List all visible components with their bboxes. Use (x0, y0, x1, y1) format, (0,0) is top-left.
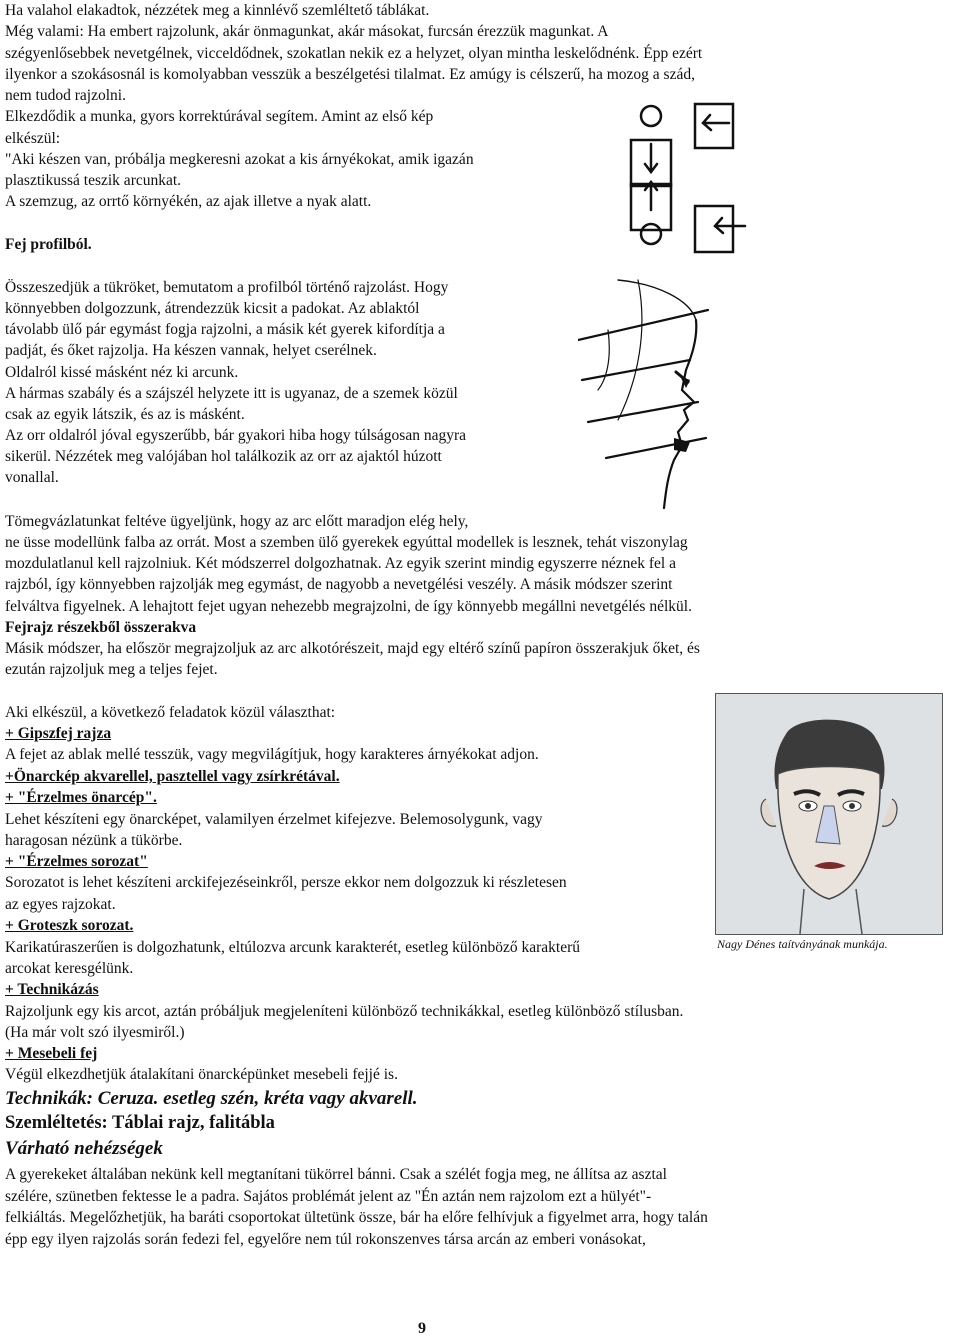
text-line: + Gipszfej rajza (5, 725, 112, 742)
text-line: Szemléltetés: Táblai rajz, falitábla (5, 1113, 275, 1133)
profile-sketch (578, 270, 718, 510)
arrow-left-mark (715, 218, 745, 233)
arrow-down-mark (645, 144, 657, 172)
circle-mark (641, 224, 661, 244)
text-line: + Technikázás (5, 981, 99, 998)
portrait-drawing (716, 694, 942, 934)
text-line: haragosan nézünk a tükörbe. (5, 832, 183, 849)
text-line: A szemzug, az orrtő környékén, az ajak illetve a nyak alatt. (5, 193, 372, 210)
text-line: épp egy ilyen rajzolás során fedezi fel, egyelőre nem túl rokonszenves társa arcán az emberi vonásokat, (5, 1231, 646, 1248)
text-line: távolabb ülő pár egymást fogja rajzolni, a másik két gyerek kifordítja a (5, 321, 445, 338)
text-line: Tömegvázlatunkat feltéve ügyeljünk, hogy az arc előtt maradjon elég hely, (5, 513, 469, 530)
student-portrait-photo (715, 693, 943, 935)
text-line: Ha valahol elakadtok, nézzétek meg a kinnlévő szemléltető táblákat. (5, 2, 430, 19)
text-line: Fej profilból. (5, 236, 92, 253)
text-line: Összeszedjük a tükröket, bemutatom a profilból történő rajzolást. Hogy (5, 279, 449, 296)
box-mark (695, 104, 733, 148)
text-line: Technikák: Ceruza. esetleg szén, kréta vagy akvarell. (5, 1088, 418, 1109)
text-line: Sorozatot is lehet készíteni arckifejezéseinkről, persze ekkor nem dolgozzuk ki részletesen (5, 874, 567, 891)
text-line: A hármas szabály és a szájszél helyzete itt is ugyanaz, de a szemek közül (5, 385, 458, 402)
text-line: felváltva figyelnek. A lehajtott fejet ugyan nehezebb megrajzolni, de így könnyebb megállni nevetgélés nélkül. (5, 598, 692, 615)
text-line: mozdulatlanul kell rajzolniuk. Két módszerrel dolgozhatnak. Az egyik szerint mindig egyszerre néznek fel a (5, 555, 676, 572)
text-line: A fejet az ablak mellé tesszük, vagy megvilágítjuk, hogy karakteres árnyékokat adjon. (5, 746, 539, 763)
text-line: plasztikussá teszik arcunkat. (5, 172, 182, 189)
text-line: padját, és őket rajzolja. Ha készen vannak, helyet cserélnek. (5, 342, 377, 359)
text-line: csak az egyik látszik, és az is másként. (5, 406, 245, 423)
text-line: Végül elkezdhetjük átalakítani önarcképünket mesebeli fejjé is. (5, 1066, 398, 1083)
arrow-up-mark (645, 182, 657, 210)
arrow-left-mark (703, 115, 729, 130)
text-line: könnyebben dolgozzunk, átrendezzük kicsit a padokat. Az ablaktól (5, 300, 420, 317)
text-line: + Mesebeli fej (5, 1045, 98, 1062)
text-line: A gyerekeket általában nekünk kell megtanítani tükörrel bánni. Csak a szélét fogja meg, ne állítsa az asztal (5, 1166, 667, 1183)
page-number: 9 (418, 1320, 426, 1337)
text-line: ezután rajzoljuk meg a teljes fejet. (5, 661, 218, 678)
text-line: Még valami: Ha embert rajzolunk, akár önmagunkat, akár másokat, furcsán érezzük magunkat. A (5, 23, 609, 40)
box-mark (695, 206, 733, 252)
text-line: ilyenkor a szokásosnál is komolyabban vesszük a beszélgetési tilalmat. Ez amúgy is célszerű, ha mozog a szád, (5, 66, 695, 83)
text-line: Oldalról kissé másként néz ki arcunk. (5, 364, 239, 381)
text-line: nem tudod rajzolni. (5, 87, 126, 104)
text-line: felkiáltás. Megelőzhetjük, ha baráti csoportokat ültetünk össze, bár ha előre felhívjuk a figyelmet arra, hogy talán (5, 1209, 708, 1226)
text-line: Karikatúraszerűen is dolgozhatunk, eltúlozva arcunk karakterét, esetleg különböző karakterű (5, 939, 580, 956)
eye-arrow-diagram (605, 100, 770, 265)
photo-caption: Nagy Dénes taítványának munkája. (717, 937, 888, 951)
text-line: + "Érzelmes önarcép". (5, 789, 157, 806)
text-line: +Önarckép akvarellel, pasztellel vagy zsírkrétával. (5, 768, 340, 785)
text-line: sikerül. Nézzétek meg valójában hol találkozik az orr az ajaktól húzott (5, 448, 442, 465)
text-line: rajzból, így könnyebben rajzolják meg egymást, de nagyobb a nevetgélési veszély. A másik módszer szerint (5, 576, 673, 593)
text-line: Elkezdődik a munka, gyors korrektúrával segítem. Amint az első kép (5, 108, 434, 125)
text-line: vonallal. (5, 469, 59, 486)
text-line: "Aki készen van, próbálja megkeresni azokat a kis árnyékokat, amik igazán (5, 151, 474, 168)
text-line: szélére, szünetben fektesse le a padra. Sajátos problémát jelent az "Én aztán nem rajzolom ezt a hülyét"- (5, 1188, 652, 1205)
text-line: elkészül: (5, 130, 61, 147)
text-line: Másik módszer, ha először megrajzoljuk az arc alkotórészeit, majd egy eltérő színű papíron összerakjuk őket, és (5, 640, 700, 657)
text-line: Aki elkészül, a következő feladatok közül választhat: (5, 704, 336, 721)
text-line: Fejrajz részekből összerakva (5, 619, 197, 636)
text-line: + "Érzelmes sorozat" (5, 853, 148, 870)
text-line: (Ha már volt szó ilyesmiről.) (5, 1024, 185, 1041)
text-line: szégyenlősebbek nevetgélnek, vicceldődnek, szokatlan nekik ez a helyzet, olyan mintha leskelődnénk. Épp ezért (5, 45, 703, 62)
text-line: + Groteszk sorozat. (5, 917, 134, 934)
text-line: arcokat keresgélünk. (5, 960, 134, 977)
text-line: Rajzoljunk egy kis arcot, aztán próbáljuk megjeleníteni különböző technikákkal, esetleg különböző stílusban. (5, 1003, 684, 1020)
text-line: az egyes rajzokat. (5, 896, 116, 913)
circle-mark (641, 106, 661, 126)
text-line: Az orr oldalról jóval egyszerűbb, bár gyakori hiba hogy túlságosan nagyra (5, 427, 466, 444)
text-line: Várható nehézségek (5, 1138, 163, 1159)
text-line: Lehet készíteni egy önarcképet, valamilyen érzelmet kifejezve. Belemosolygunk, vagy (5, 811, 543, 828)
text-line: ne üsse modellünk falba az orrát. Most a szemben ülő gyerekek egyúttal modellek is lesznek, tehát viszonylag (5, 534, 688, 551)
